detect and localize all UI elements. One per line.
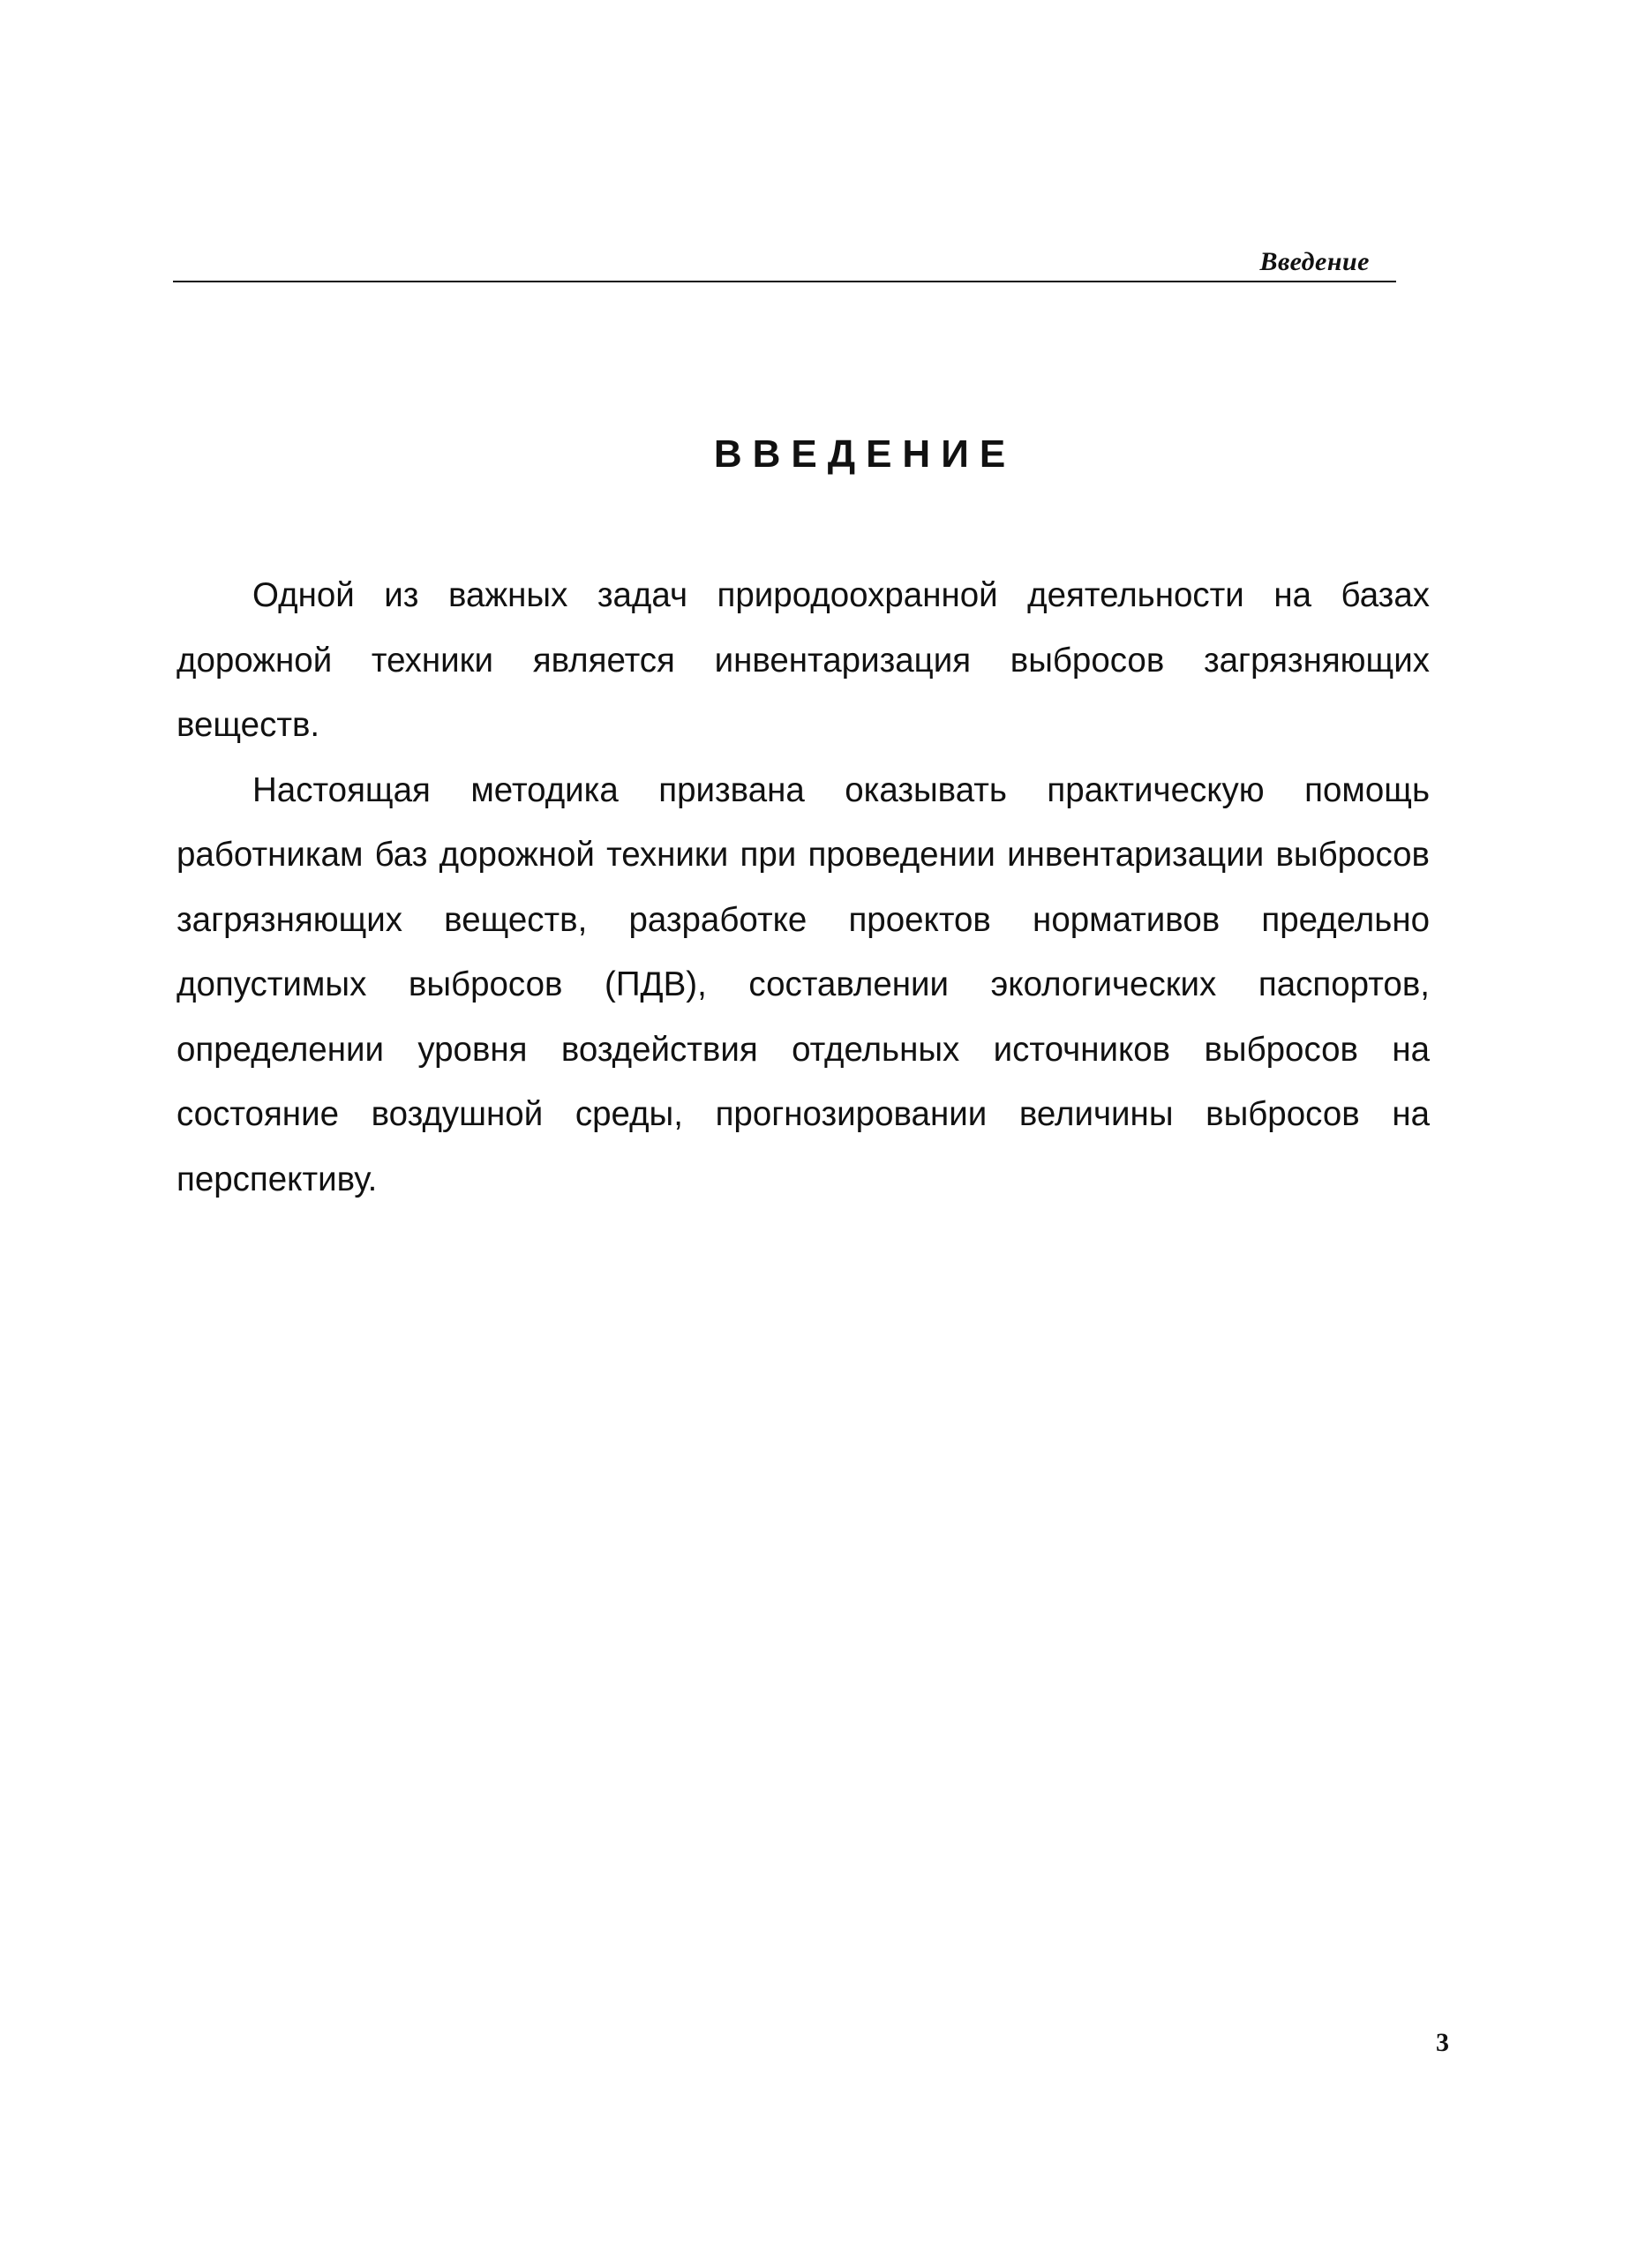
- body-text: [177, 563, 1430, 1212]
- section-title: ВВЕДЕНИЕ: [713, 432, 1017, 476]
- paragraph-1: Одной из важных задач природоохранной деятельности на базах дорожной техники является инвентаризация выбросов загрязняющих веществ.: [177, 576, 1430, 744]
- header-rule: [173, 281, 1396, 282]
- running-header-title: Введение: [1259, 247, 1370, 276]
- page-number: 3: [1436, 2028, 1449, 2057]
- running-header: [173, 244, 1396, 282]
- paragraph-2: Настоящая методика призвана оказывать практическую помощь работникам баз дорожной техники при проведении инвентаризации выбросов загрязняющих веществ, разработке проектов нормативов предельно допустимых выбросов (ПДВ), составлении экологических паспортов, определении уровня воздействия отдельных источников выбросов на состояние воздушной среды, прогнозировании величины выбросов на перспективу.: [177, 770, 1430, 1198]
